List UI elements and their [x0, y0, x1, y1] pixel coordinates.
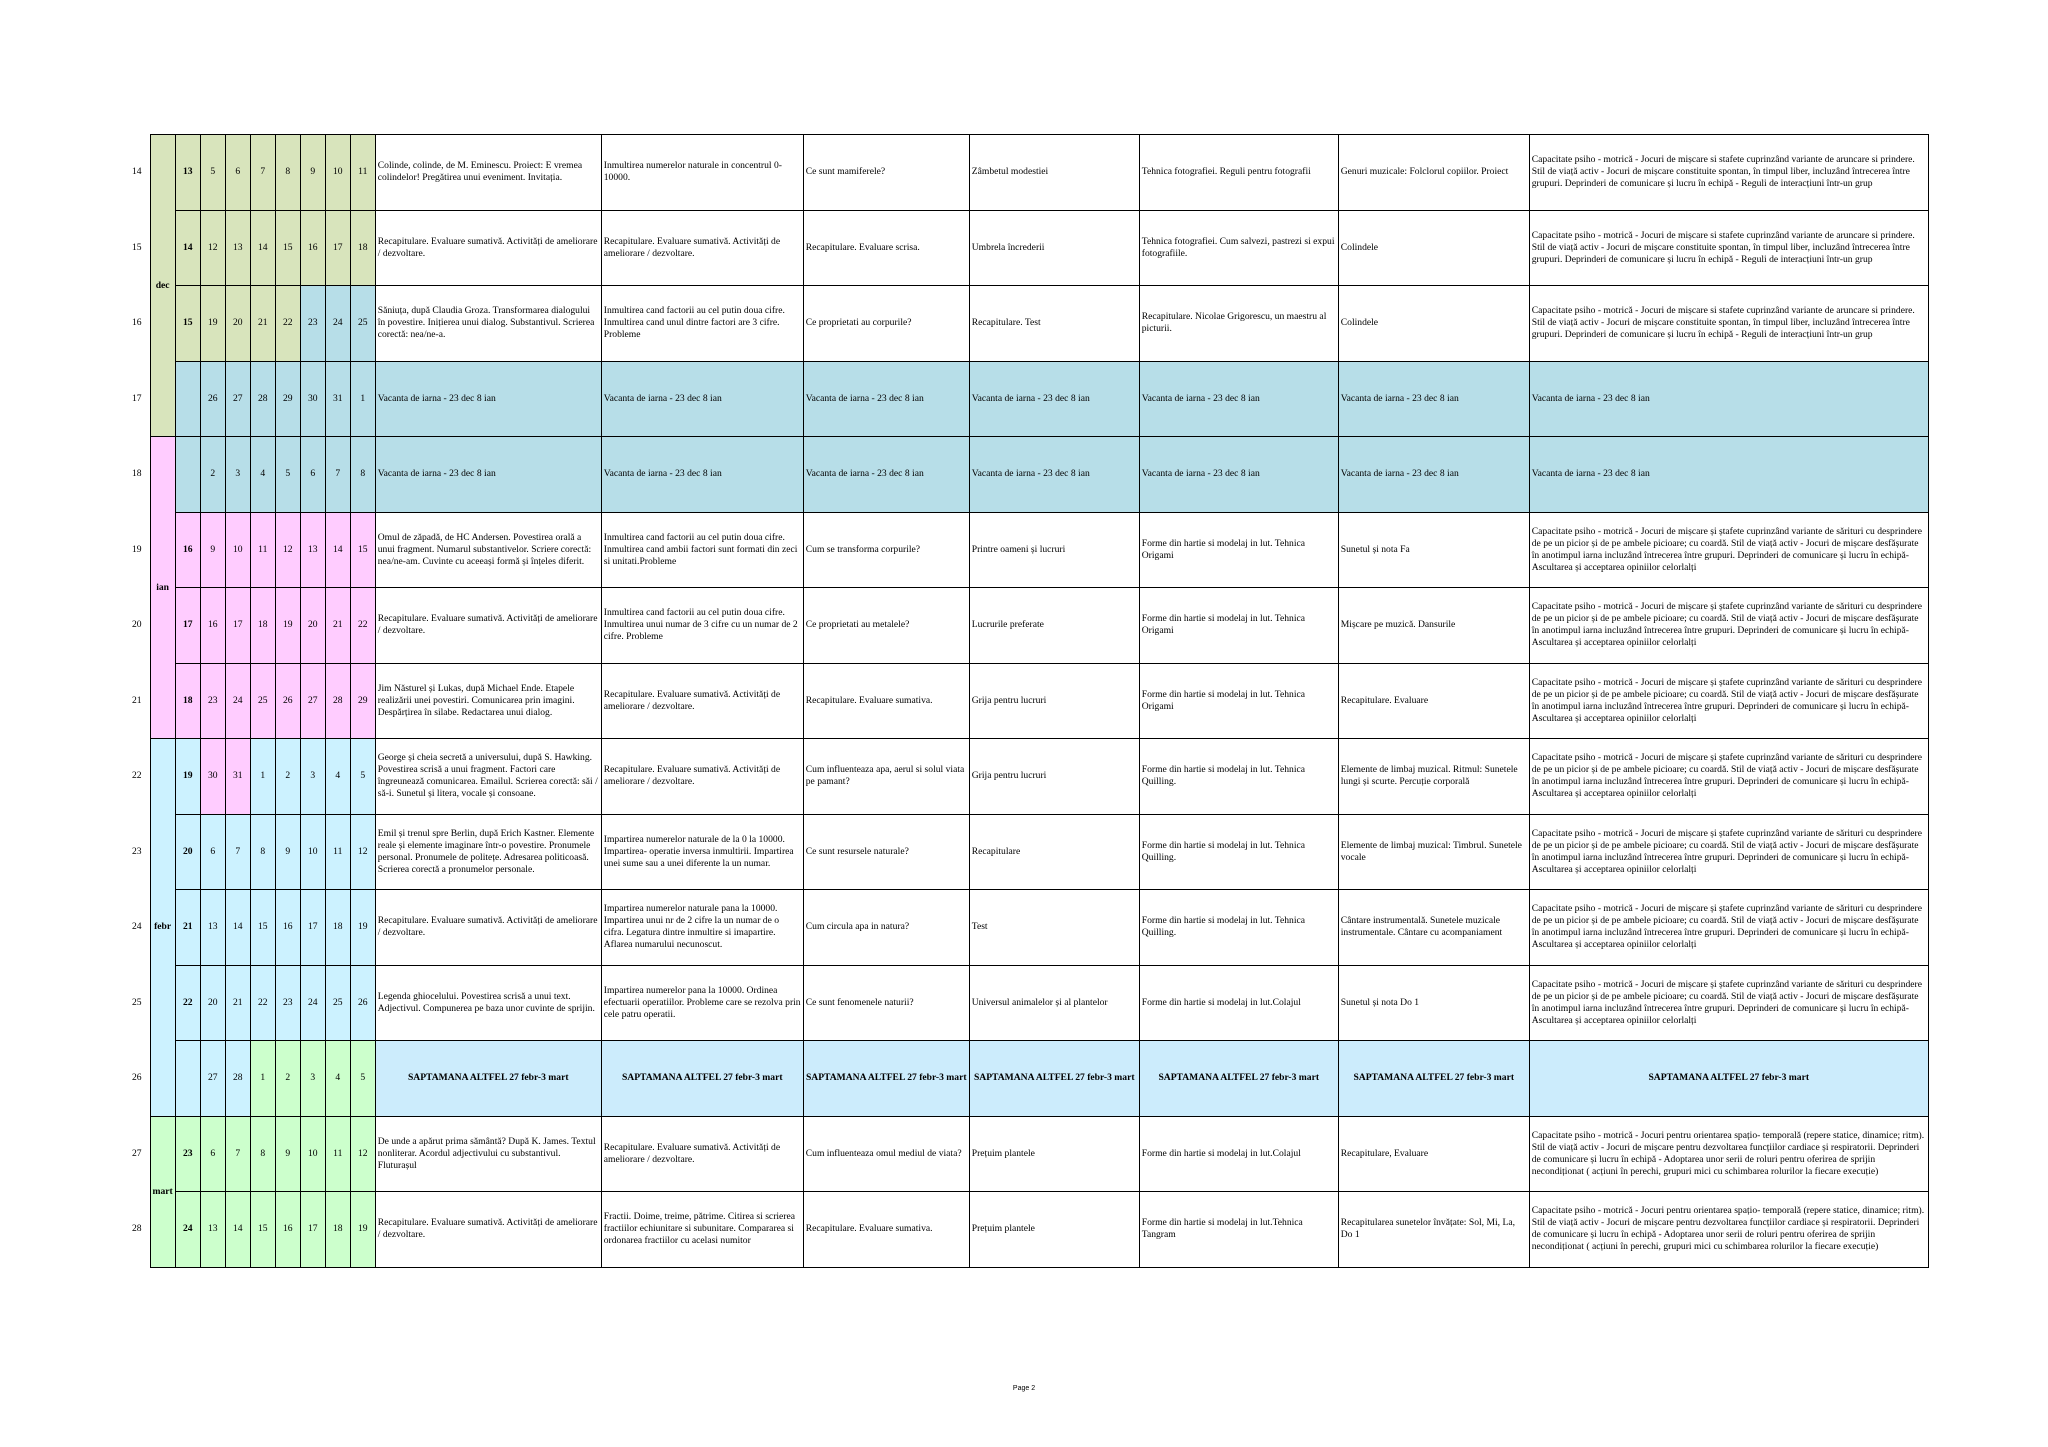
lesson-cell: Recapitulare. Evaluare sumativă. Activități de ameliorare / dezvoltare.: [375, 210, 601, 286]
day-cell: 21: [325, 588, 350, 664]
week-number: 21: [175, 890, 200, 966]
day-cell: 6: [300, 437, 325, 513]
lesson-cell: Recapitulare, Evaluare: [1338, 1116, 1529, 1192]
day-cell: 7: [325, 437, 350, 513]
altfel-cell: SAPTAMANA ALTFEL 27 febr-3 mart: [1139, 1041, 1338, 1117]
week-number: [175, 361, 200, 437]
day-cell: 7: [225, 1116, 250, 1192]
day-cell: 19: [350, 890, 375, 966]
lesson-cell: De unde a apărut prima sământă? După K. James. Textul nonliterar. Acordul adjectivului cu substantivul. Fluturașul: [375, 1116, 601, 1192]
lesson-cell: Printre oameni și lucruri: [969, 512, 1139, 588]
day-cell: 5: [350, 1041, 375, 1117]
lesson-cell: Prețuim plantele: [969, 1192, 1139, 1268]
lesson-cell: Zâmbetul modestiei: [969, 135, 1139, 211]
day-cell: 8: [275, 135, 300, 211]
lesson-cell: Capacitate psiho - motrică - Jocuri de mișcare si stafete cuprinzând variante de aruncare si prindere. Stil de viață activ - Jocuri de mișcare constituite spontan, în timpul liber, incluzând întrecerea între grupuri. Deprinderi de comunicare și lucru în echipă - Reguli de interacțiuni într-un grup: [1529, 286, 1928, 362]
lesson-cell: Forme din hartie si modelaj in lut.Colajul: [1139, 1116, 1338, 1192]
vacation-cell: Vacanta de iarna - 23 dec 8 ian: [1529, 437, 1928, 513]
day-cell: 31: [225, 739, 250, 815]
table-row: [124, 663, 1928, 739]
day-cell: 6: [200, 814, 225, 890]
lesson-cell: Lucrurile preferate: [969, 588, 1139, 664]
day-cell: 28: [325, 663, 350, 739]
lesson-cell: Omul de zăpadă, de HC Andersen. Povestirea orală a unui fragment. Numarul substantivelor. Scriere corectă: nea/ne-am. Cuvinte cu aceeași formă și înțeles diferit.: [375, 512, 601, 588]
lesson-cell: Forme din hartie si modelaj in lut. Tehnica Origami: [1139, 512, 1338, 588]
vacation-cell: Vacanta de iarna - 23 dec 8 ian: [1338, 361, 1529, 437]
lesson-cell: Recapitulare. Evaluare sumativă. Activități de ameliorare / dezvoltare.: [601, 1116, 803, 1192]
page-footer: Page 2: [1012, 1385, 1036, 1392]
vacation-cell: Vacanta de iarna - 23 dec 8 ian: [601, 437, 803, 513]
altfel-cell: SAPTAMANA ALTFEL 27 febr-3 mart: [1338, 1041, 1529, 1117]
week-number: [175, 1041, 200, 1117]
day-cell: 2: [275, 739, 300, 815]
week-number: 17: [175, 588, 200, 664]
day-cell: 23: [200, 663, 225, 739]
week-number: 20: [175, 814, 200, 890]
week-number: 18: [175, 663, 200, 739]
vacation-cell: Vacanta de iarna - 23 dec 8 ian: [969, 437, 1139, 513]
week-number: 14: [175, 210, 200, 286]
lesson-cell: Forme din hartie si modelaj in lut. Tehnica Origami: [1139, 663, 1338, 739]
lesson-cell: Capacitate psiho - motrică - Jocuri de mișcare și ștafete cuprinzând variante de sărituri cu desprindere de pe un picior și de pe ambele picioare; cu coardă. Stil de viață activ - Jocuri de mișcare desfășurate în anotimpul iarna incluzând întrecerea între grupuri. Deprinderi de comunicare și lucru în echipă- Ascultarea și acceptarea opiniilor celorlalți: [1529, 663, 1928, 739]
table-row: [124, 361, 1928, 437]
month-label-mart: mart: [150, 1116, 175, 1267]
day-cell: 21: [250, 286, 275, 362]
day-cell: 13: [300, 512, 325, 588]
day-cell: 23: [275, 965, 300, 1041]
day-cell: 16: [275, 890, 300, 966]
lesson-cell: Inmultirea cand factorii au cel putin doua cifre. Inmultirea cand ambii factori sunt formati din zeci si unitati.Probleme: [601, 512, 803, 588]
lesson-cell: Universul animalelor și al plantelor: [969, 965, 1139, 1041]
day-cell: 20: [225, 286, 250, 362]
lesson-cell: Recapitulare: [969, 814, 1139, 890]
day-cell: 10: [300, 1116, 325, 1192]
day-cell: 14: [250, 210, 275, 286]
day-cell: 15: [250, 890, 275, 966]
lesson-cell: Colindele: [1338, 286, 1529, 362]
altfel-cell: SAPTAMANA ALTFEL 27 febr-3 mart: [375, 1041, 601, 1117]
altfel-cell: SAPTAMANA ALTFEL 27 febr-3 mart: [803, 1041, 969, 1117]
lesson-cell: Recapitulare. Evaluare sumativă. Activități de ameliorare / dezvoltare.: [601, 739, 803, 815]
lesson-cell: Săniuța, după Claudia Groza. Transformarea dialogului în povestire. Inițierea unui dialog. Substantivul. Scrierea corectă: nea/ne-a.: [375, 286, 601, 362]
lesson-cell: Capacitate psiho - motrică - Jocuri de mișcare și ștafete cuprinzând variante de sărituri cu desprindere de pe un picior și de pe ambele picioare; cu coardă. Stil de viață activ - Jocuri de mișcare desfășurate în anotimpul iarna incluzând întrecerea între grupuri. Deprinderi de comunicare și lucru în echipă- Ascultarea și acceptarea opiniilor celorlalți: [1529, 739, 1928, 815]
day-cell: 6: [225, 135, 250, 211]
lesson-cell: Recapitulare. Evaluare scrisa.: [803, 210, 969, 286]
lesson-cell: Recapitulare. Evaluare: [1338, 663, 1529, 739]
lesson-cell: Impartirea numerelor naturale de la 0 la 10000. Impartirea- operatie inversa inmultirii. Impartirea unei sume sau a unei diferente la un numar.: [601, 814, 803, 890]
month-label-febr: febr: [150, 739, 175, 1117]
lesson-cell: Cântare instrumentală. Sunetele muzicale instrumentale. Cântare cu acompaniament: [1338, 890, 1529, 966]
lesson-cell: Grija pentru lucruri: [969, 739, 1139, 815]
row-number: 17: [124, 361, 150, 437]
day-cell: 25: [250, 663, 275, 739]
day-cell: 9: [300, 135, 325, 211]
day-cell: 18: [325, 1192, 350, 1268]
lesson-cell: Recapitulare. Evaluare sumativă. Activități de ameliorare / dezvoltare.: [375, 890, 601, 966]
lesson-cell: Inmultirea numerelor naturale in concentrul 0- 10000.: [601, 135, 803, 211]
row-number: 27: [124, 1116, 150, 1192]
day-cell: 21: [225, 965, 250, 1041]
lesson-cell: Capacitate psiho - motrică - Jocuri de mișcare și ștafete cuprinzând variante de sărituri cu desprindere de pe un picior și de pe ambele picioare; cu coardă. Stil de viață activ - Jocuri de mișcare desfășurate în anotimpul iarna incluzând întrecerea între grupuri. Deprinderi de comunicare și lucru în echipă- Ascultarea și acceptarea opiniilor celorlalți: [1529, 814, 1928, 890]
day-cell: 12: [200, 210, 225, 286]
table-row: [124, 210, 1928, 286]
lesson-cell: Prețuim plantele: [969, 1116, 1139, 1192]
vacation-cell: Vacanta de iarna - 23 dec 8 ian: [375, 437, 601, 513]
day-cell: 12: [350, 814, 375, 890]
row-number: 20: [124, 588, 150, 664]
day-cell: 18: [250, 588, 275, 664]
day-cell: 13: [225, 210, 250, 286]
lesson-cell: Inmultirea cand factorii au cel putin doua cifre. Inmultirea cand unul dintre factori are 3 cifre. Probleme: [601, 286, 803, 362]
lesson-cell: Impartirea numerelor naturale pana la 10000. Impartirea unui nr de 2 cifre la un numar de o cifra. Legatura dintre inmultire si imapartire. Aflarea numarului necunoscut.: [601, 890, 803, 966]
day-cell: 13: [200, 1192, 225, 1268]
day-cell: 20: [300, 588, 325, 664]
day-cell: 30: [200, 739, 225, 815]
row-number: 22: [124, 739, 150, 815]
day-cell: 15: [275, 210, 300, 286]
day-cell: 17: [325, 210, 350, 286]
vacation-cell: Vacanta de iarna - 23 dec 8 ian: [601, 361, 803, 437]
day-cell: 15: [250, 1192, 275, 1268]
day-cell: 26: [200, 361, 225, 437]
lesson-cell: Inmultirea cand factorii au cel putin doua cifre. Inmultirea unui numar de 3 cifre cu un numar de 2 cifre. Probleme: [601, 588, 803, 664]
day-cell: 18: [350, 210, 375, 286]
week-number: 13: [175, 135, 200, 211]
day-cell: 10: [325, 135, 350, 211]
day-cell: 22: [250, 965, 275, 1041]
day-cell: 13: [200, 890, 225, 966]
week-number: [175, 437, 200, 513]
day-cell: 3: [300, 1041, 325, 1117]
lesson-cell: Recapitulare. Evaluare sumativă. Activități de ameliorare / dezvoltare.: [375, 1192, 601, 1268]
day-cell: 1: [250, 1041, 275, 1117]
day-cell: 25: [325, 965, 350, 1041]
lesson-cell: Recapitularea sunetelor învățate: Sol, Mi, La, Do 1: [1338, 1192, 1529, 1268]
lesson-cell: Elemente de limbaj muzical: Timbrul. Sunetele vocale: [1338, 814, 1529, 890]
altfel-cell: SAPTAMANA ALTFEL 27 febr-3 mart: [969, 1041, 1139, 1117]
day-cell: 22: [275, 286, 300, 362]
day-cell: 12: [275, 512, 300, 588]
table-row: [124, 1192, 1928, 1268]
table-row: [124, 1041, 1928, 1117]
day-cell: 12: [350, 1116, 375, 1192]
day-cell: 31: [325, 361, 350, 437]
lesson-cell: Capacitate psiho - motrică - Jocuri de mișcare și ștafete cuprinzând variante de sărituri cu desprindere de pe un picior și de pe ambele picioare; cu coardă. Stil de viață activ - Jocuri de mișcare desfășurate în anotimpul iarna incluzând întrecerea între grupuri. Deprinderi de comunicare și lucru în echipă- Ascultarea și acceptarea opiniilor celorlalți: [1529, 965, 1928, 1041]
day-cell: 8: [250, 1116, 275, 1192]
lesson-cell: Ce sunt mamiferele?: [803, 135, 969, 211]
vacation-cell: Vacanta de iarna - 23 dec 8 ian: [803, 361, 969, 437]
day-cell: 5: [275, 437, 300, 513]
row-number: 15: [124, 210, 150, 286]
day-cell: 4: [325, 739, 350, 815]
lesson-cell: Elemente de limbaj muzical. Ritmul: Sunetele lungi și scurte. Percuție corporală: [1338, 739, 1529, 815]
lesson-cell: Grija pentru lucruri: [969, 663, 1139, 739]
day-cell: 10: [225, 512, 250, 588]
week-number: 24: [175, 1192, 200, 1268]
day-cell: 24: [225, 663, 250, 739]
lesson-cell: Recapitulare. Evaluare sumativă. Activități de ameliorare / dezvoltare.: [601, 210, 803, 286]
lesson-cell: Forme din hartie si modelaj in lut. Tehnica Quilling.: [1139, 814, 1338, 890]
vacation-cell: Vacanta de iarna - 23 dec 8 ian: [1139, 437, 1338, 513]
lesson-cell: Recapitulare. Nicolae Grigorescu, un maestru al picturii.: [1139, 286, 1338, 362]
day-cell: 11: [325, 1116, 350, 1192]
lesson-cell: Forme din hartie si modelaj in lut. Tehnica Quilling.: [1139, 739, 1338, 815]
row-number: 23: [124, 814, 150, 890]
day-cell: 7: [225, 814, 250, 890]
day-cell: 28: [225, 1041, 250, 1117]
week-number: 15: [175, 286, 200, 362]
day-cell: 26: [350, 965, 375, 1041]
day-cell: 14: [325, 512, 350, 588]
lesson-cell: Forme din hartie si modelaj in lut.Tehnica Tangram: [1139, 1192, 1338, 1268]
day-cell: 5: [200, 135, 225, 211]
day-cell: 11: [325, 814, 350, 890]
lesson-cell: Ce sunt resursele naturale?: [803, 814, 969, 890]
lesson-cell: Ce proprietati au corpurile?: [803, 286, 969, 362]
day-cell: 7: [250, 135, 275, 211]
lesson-cell: Emil și trenul spre Berlin, după Erich Kastner. Elemente reale și elemente imaginare într-o povestire. Pronumele personal. Pronumele de politețe. Adresarea politicoasă. Scrierea corectă a pronumelor personale.: [375, 814, 601, 890]
lesson-cell: Forme din hartie si modelaj in lut. Tehnica Quilling.: [1139, 890, 1338, 966]
day-cell: 16: [200, 588, 225, 664]
lesson-cell: Ce proprietati au metalele?: [803, 588, 969, 664]
row-number: 19: [124, 512, 150, 588]
row-number: 18: [124, 437, 150, 513]
table-row: [124, 739, 1928, 815]
lesson-cell: Capacitate psiho - motrică - Jocuri de mișcare și ștafete cuprinzând variante de sărituri cu desprindere de pe un picior și de pe ambele picioare; cu coardă. Stil de viață activ - Jocuri de mișcare desfășurate în anotimpul iarna incluzând întrecerea între grupuri. Deprinderi de comunicare și lucru în echipă- Ascultarea și acceptarea opiniilor celorlalți: [1529, 588, 1928, 664]
day-cell: 27: [200, 1041, 225, 1117]
lesson-cell: Recapitulare. Test: [969, 286, 1139, 362]
lesson-cell: Jim Năsturel și Lukas, după Michael Ende. Etapele realizării unei povestiri. Comunicarea prin imagini. Despărțirea în silabe. Redactarea unui dialog.: [375, 663, 601, 739]
day-cell: 9: [275, 814, 300, 890]
lesson-cell: Sunetul și nota Fa: [1338, 512, 1529, 588]
lesson-cell: Recapitulare. Evaluare sumativa.: [803, 663, 969, 739]
day-cell: 29: [350, 663, 375, 739]
lesson-cell: Impartirea numerelor pana la 10000. Ordinea efectuarii operatiilor. Probleme care se rezolva prin cele patru operatii.: [601, 965, 803, 1041]
week-number: 23: [175, 1116, 200, 1192]
lesson-cell: Forme din hartie si modelaj in lut. Tehnica Origami: [1139, 588, 1338, 664]
day-cell: 11: [250, 512, 275, 588]
day-cell: 1: [250, 739, 275, 815]
lesson-cell: Capacitate psiho - motrică - Jocuri de mișcare și ștafete cuprinzând variante de sărituri cu desprindere de pe un picior și de pe ambele picioare; cu coardă. Stil de viață activ - Jocuri de mișcare desfășurate în anotimpul iarna incluzând întrecerea între grupuri. Deprinderi de comunicare și lucru în echipă- Ascultarea și acceptarea opiniilor celorlalți: [1529, 890, 1928, 966]
vacation-cell: Vacanta de iarna - 23 dec 8 ian: [375, 361, 601, 437]
table-row: [124, 437, 1928, 513]
lesson-cell: Cum influenteaza omul mediul de viata?: [803, 1116, 969, 1192]
altfel-cell: SAPTAMANA ALTFEL 27 febr-3 mart: [1529, 1041, 1928, 1117]
vacation-cell: Vacanta de iarna - 23 dec 8 ian: [1139, 361, 1338, 437]
lesson-cell: Capacitate psiho - motrică - Jocuri pentru orientarea spațio- temporală (repere statice, dinamice; ritm). Stil de viață activ - Jocuri de mișcare pentru dezvoltarea funcțiilor cardiace și respiratorii. Deprinderi de comunicare și lucru în echipă - Adoptarea unor serii de roluri pentru oferirea de sprijin necondiționat ( acțiuni în perechi, grupuri mici cu schimbarea rolurilor la fiecare execuție): [1529, 1116, 1928, 1192]
day-cell: 16: [275, 1192, 300, 1268]
lesson-cell: Capacitate psiho - motrică - Jocuri de mișcare și ștafete cuprinzând variante de sărituri cu desprindere de pe un picior și de pe ambele picioare; cu coardă. Stil de viață activ - Jocuri de mișcare desfășurate în anotimpul iarna incluzând întrecerea între grupuri. Deprinderi de comunicare și lucru în echipă- Ascultarea și acceptarea opiniilor celorlalți: [1529, 512, 1928, 588]
day-cell: 14: [225, 1192, 250, 1268]
day-cell: 15: [350, 512, 375, 588]
lesson-cell: Test: [969, 890, 1139, 966]
day-cell: 9: [200, 512, 225, 588]
lesson-cell: Legenda ghiocelului. Povestirea scrisă a unui text. Adjectivul. Compunerea pe baza unor cuvinte de sprijin.: [375, 965, 601, 1041]
altfel-cell: SAPTAMANA ALTFEL 27 febr-3 mart: [601, 1041, 803, 1117]
vacation-cell: Vacanta de iarna - 23 dec 8 ian: [1338, 437, 1529, 513]
lesson-cell: Genuri muzicale: Folclorul copiilor. Proiect: [1338, 135, 1529, 211]
day-cell: 14: [225, 890, 250, 966]
lesson-cell: Fractii. Doime, treime, pătrime. Citirea si scrierea fractiilor echiunitare si subunitare. Compararea si ordonarea fractiilor cu acelasi numitor: [601, 1192, 803, 1268]
lesson-cell: Forme din hartie si modelaj in lut.Colajul: [1139, 965, 1338, 1041]
day-cell: 27: [300, 663, 325, 739]
day-cell: 11: [350, 135, 375, 211]
lesson-cell: Sunetul și nota Do 1: [1338, 965, 1529, 1041]
lesson-cell: Ce sunt fenomenele naturii?: [803, 965, 969, 1041]
day-cell: 19: [275, 588, 300, 664]
day-cell: 10: [300, 814, 325, 890]
lesson-cell: Mișcare pe muzică. Dansurile: [1338, 588, 1529, 664]
day-cell: 24: [325, 286, 350, 362]
lesson-cell: Recapitulare. Evaluare sumativă. Activități de ameliorare / dezvoltare.: [375, 588, 601, 664]
day-cell: 4: [250, 437, 275, 513]
lesson-cell: Tehnica fotografiei. Cum salvezi, pastrezi si expui fotografiile.: [1139, 210, 1338, 286]
lesson-cell: Cum circula apa in natura?: [803, 890, 969, 966]
lesson-cell: Colinde, colinde, de M. Eminescu. Proiect: E vremea colindelor! Pregătirea unui eveniment. Invitația.: [375, 135, 601, 211]
table-row: [124, 890, 1928, 966]
day-cell: 25: [350, 286, 375, 362]
day-cell: 22: [350, 588, 375, 664]
day-cell: 29: [275, 361, 300, 437]
day-cell: 5: [350, 739, 375, 815]
schedule-table: [124, 134, 1929, 1268]
row-number: 26: [124, 1041, 150, 1117]
day-cell: 2: [275, 1041, 300, 1117]
day-cell: 23: [300, 286, 325, 362]
table-row: [124, 588, 1928, 664]
row-number: 25: [124, 965, 150, 1041]
row-number: 14: [124, 135, 150, 211]
day-cell: 26: [275, 663, 300, 739]
day-cell: 17: [225, 588, 250, 664]
day-cell: 6: [200, 1116, 225, 1192]
day-cell: 24: [300, 965, 325, 1041]
day-cell: 9: [275, 1116, 300, 1192]
table-row: [124, 965, 1928, 1041]
lesson-cell: Recapitulare. Evaluare sumativa.: [803, 1192, 969, 1268]
month-label-dec: dec: [150, 135, 175, 437]
week-number: 19: [175, 739, 200, 815]
day-cell: 19: [350, 1192, 375, 1268]
row-number: 21: [124, 663, 150, 739]
row-number: 28: [124, 1192, 150, 1268]
day-cell: 17: [300, 890, 325, 966]
day-cell: 17: [300, 1192, 325, 1268]
week-number: 22: [175, 965, 200, 1041]
day-cell: 2: [200, 437, 225, 513]
week-number: 16: [175, 512, 200, 588]
day-cell: 1: [350, 361, 375, 437]
day-cell: 4: [325, 1041, 350, 1117]
day-cell: 8: [350, 437, 375, 513]
table-row: [124, 286, 1928, 362]
lesson-cell: Umbrela încrederii: [969, 210, 1139, 286]
vacation-cell: Vacanta de iarna - 23 dec 8 ian: [1529, 361, 1928, 437]
lesson-cell: Capacitate psiho - motrică - Jocuri de mișcare si stafete cuprinzând variante de aruncare si prindere. Stil de viață activ - Jocuri de mișcare constituite spontan, în timpul liber, incluzând întrecerea între grupuri. Deprinderi de comunicare și lucru în echipă - Reguli de interacțiuni într-un grup: [1529, 135, 1928, 211]
table-row: [124, 135, 1928, 211]
day-cell: 16: [300, 210, 325, 286]
table-row: [124, 512, 1928, 588]
lesson-cell: Cum influenteaza apa, aerul si solul viata pe pamant?: [803, 739, 969, 815]
table-row: [124, 814, 1928, 890]
day-cell: 8: [250, 814, 275, 890]
lesson-cell: George și cheia secretă a universului, după S. Hawking. Povestirea scrisă a unui fragment. Factori care îngreunează comunicarea. Emailul. Scrierea corectă: săi / să-i. Sunetul și litera, vocale și consoane.: [375, 739, 601, 815]
lesson-cell: Cum se transforma corpurile?: [803, 512, 969, 588]
month-label-ian: ian: [150, 437, 175, 739]
vacation-cell: Vacanta de iarna - 23 dec 8 ian: [803, 437, 969, 513]
day-cell: 3: [225, 437, 250, 513]
row-number: 24: [124, 890, 150, 966]
day-cell: 28: [250, 361, 275, 437]
row-number: 16: [124, 286, 150, 362]
day-cell: 3: [300, 739, 325, 815]
lesson-cell: Colindele: [1338, 210, 1529, 286]
table-row: [124, 1116, 1928, 1192]
lesson-cell: Capacitate psiho - motrică - Jocuri pentru orientarea spațio- temporală (repere statice, dinamice; ritm). Stil de viață activ - Jocuri de mișcare pentru dezvoltarea funcțiilor cardiace și respiratorii. Deprinderi de comunicare și lucru în echipă - Adoptarea unor serii de roluri pentru oferirea de sprijin necondiționat ( acțiuni în perechi, grupuri mici cu schimbarea rolurilor la fiecare execuție): [1529, 1192, 1928, 1268]
lesson-cell: Tehnica fotografiei. Reguli pentru fotografii: [1139, 135, 1338, 211]
day-cell: 19: [200, 286, 225, 362]
vacation-cell: Vacanta de iarna - 23 dec 8 ian: [969, 361, 1139, 437]
lesson-cell: Recapitulare. Evaluare sumativă. Activități de ameliorare / dezvoltare.: [601, 663, 803, 739]
day-cell: 20: [200, 965, 225, 1041]
day-cell: 18: [325, 890, 350, 966]
day-cell: 27: [225, 361, 250, 437]
day-cell: 30: [300, 361, 325, 437]
lesson-cell: Capacitate psiho - motrică - Jocuri de mișcare si stafete cuprinzând variante de aruncare si prindere. Stil de viață activ - Jocuri de mișcare constituite spontan, în timpul liber, incluzând întrecerea între grupuri. Deprinderi de comunicare și lucru în echipă - Reguli de interacțiuni într-un grup: [1529, 210, 1928, 286]
